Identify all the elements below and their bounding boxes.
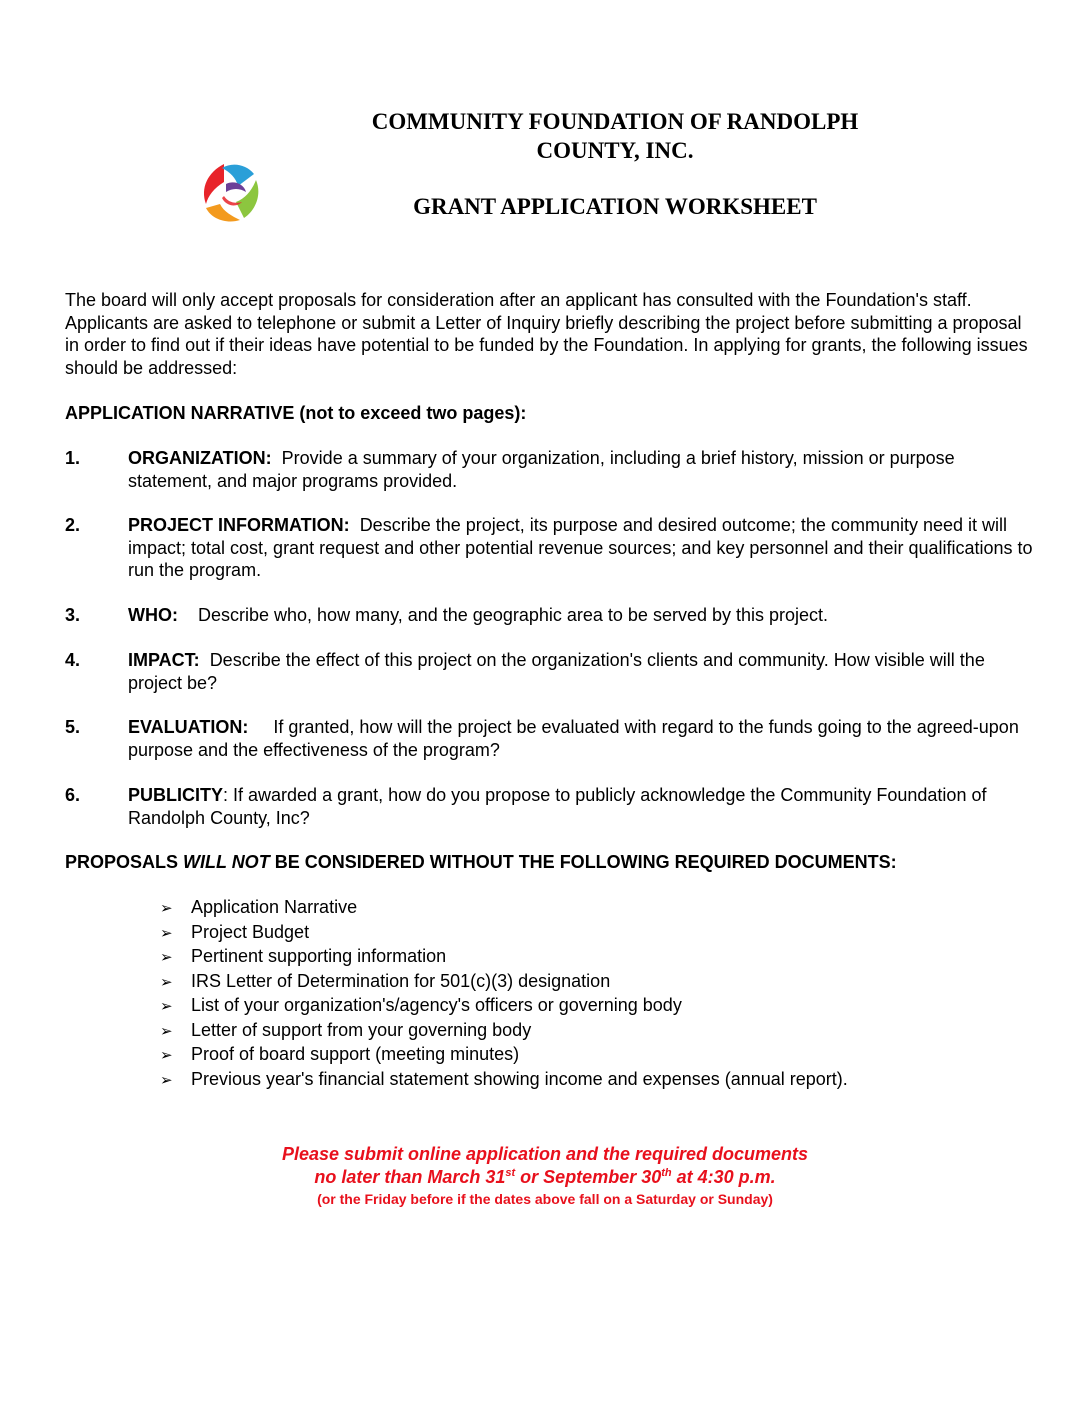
page-subtitle: GRANT APPLICATION WORKSHEET (413, 194, 817, 219)
narrative-item (65, 447, 1033, 492)
list-item (160, 1019, 848, 1044)
item-text: Describe who, how many, and the geographic area to be served by this project. (198, 605, 829, 625)
deadline-text: or September 30 (515, 1167, 662, 1187)
required-documents-list (160, 896, 848, 1092)
list-item (160, 970, 848, 995)
item-text: Describe the effect of this project on the organization's clients and community. How visible will the project be? (128, 650, 985, 693)
page-title-continued: COUNTY, INC. (536, 138, 694, 163)
item-label: EVALUATION: (128, 717, 249, 737)
arrow-bullet-icon: ➢ (160, 1022, 173, 1040)
foundation-logo-icon (194, 158, 266, 226)
document-name: Application Narrative (191, 897, 358, 917)
item-text: If granted, how will the project be evaluated with regard to the funds going to the agreed-upon purpose and the effectiveness of the program? (128, 717, 1019, 760)
deadline-text: at 4:30 p.m. (671, 1167, 776, 1187)
narrative-item (65, 784, 1033, 829)
arrow-bullet-icon: ➢ (160, 1047, 173, 1064)
arrow-bullet-icon: ➢ (160, 900, 173, 917)
intro-paragraph: The board will only accept proposals for consideration after an applicant has consulted with the Foundation's staff. Applicants are asked to telephone or submit a Letter of Inquiry briefly describing the project before submitting a proposal in order to find out if their ideas have potential to be funded by the Foundation. In applying for grants, the following issues should be addressed: (65, 290, 1028, 378)
document-name: IRS Letter of Determination for 501(c)(3) designation (191, 970, 611, 991)
list-item (160, 1043, 848, 1068)
document-name: Letter of support from your governing body (191, 1019, 532, 1040)
item-label: WHO: (128, 605, 178, 625)
document-name: Previous year's financial statement showing income and expenses (annual report). (191, 1068, 848, 1089)
list-item (160, 1068, 848, 1093)
item-text: Provide a summary of your organization, including a brief history, mission or purpose statement, and major programs provided. (128, 448, 955, 491)
item-number: 3. (65, 605, 81, 625)
document-name: Proof of board support (meeting minutes) (191, 1044, 520, 1064)
document-name: List of your organization's/agency's officers or governing body (191, 995, 682, 1015)
item-number: 1. (65, 448, 81, 468)
arrow-bullet-icon: ➢ (160, 1071, 173, 1089)
item-number: 5. (65, 717, 81, 737)
ordinal-suffix: st (505, 1167, 516, 1179)
deadline-footnote: (or the Friday before if the dates above fall on a Saturday or Sunday) (317, 1191, 773, 1207)
submission-notice: Please submit online application and the required documents (281, 1144, 809, 1164)
item-number: 2. (65, 515, 81, 535)
deadline-text: no later than March 31 (314, 1167, 506, 1187)
arrow-bullet-icon: ➢ (160, 949, 173, 966)
heading-part: PROPOSALS (65, 852, 184, 872)
heading-emphasis: WILL NOT (183, 852, 270, 872)
narrative-heading: APPLICATION NARRATIVE (not to exceed two pages): (65, 403, 527, 423)
arrow-bullet-icon: ➢ (160, 924, 173, 942)
narrative-item (65, 514, 1033, 582)
page-title: COMMUNITY FOUNDATION OF RANDOLPH (371, 109, 859, 134)
item-text: Describe the project, its purpose and desired outcome; the community need it will impact; total cost, grant request and other potential revenue sources; and key personnel and their qualifications to run the program. (128, 515, 1033, 580)
required-documents-heading (65, 851, 897, 873)
item-number: 4. (65, 650, 81, 670)
item-label: IMPACT: (128, 650, 200, 670)
arrow-bullet-icon: ➢ (160, 998, 173, 1015)
heading-part: BE CONSIDERED WITHOUT THE FOLLOWING REQUIRED DOCUMENTS: (269, 852, 897, 872)
item-label: ORGANIZATION: (128, 448, 272, 468)
narrative-item (65, 604, 1033, 627)
document-name: Project Budget (191, 921, 310, 942)
list-item (160, 896, 848, 921)
item-label: PROJECT INFORMATION: (128, 515, 350, 535)
narrative-item (65, 716, 1033, 761)
narrative-item (65, 649, 1033, 694)
list-item (160, 921, 848, 946)
item-text: : If awarded a grant, how do you propose to publicly acknowledge the Community Foundation of Randolph County, Inc? (128, 785, 987, 828)
item-label: PUBLICITY (128, 785, 224, 805)
arrow-bullet-icon: ➢ (160, 973, 173, 991)
document-name: Pertinent supporting information (191, 946, 447, 966)
deadline-notice (200, 1166, 890, 1189)
item-number: 6. (65, 785, 81, 805)
ordinal-suffix: th (661, 1167, 672, 1179)
list-item (160, 945, 848, 970)
list-item (160, 994, 848, 1019)
